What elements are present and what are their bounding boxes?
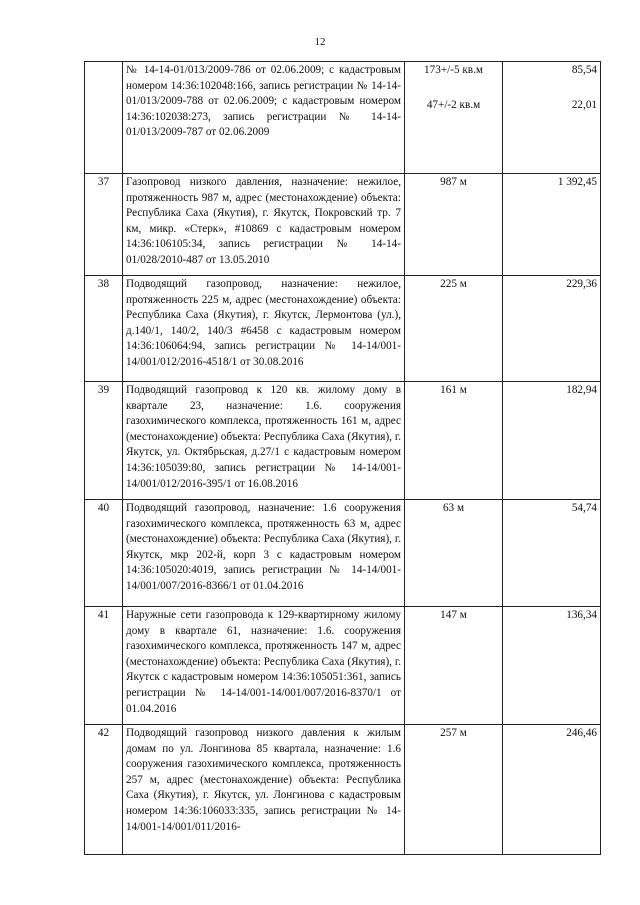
extent-value: 47+/-2 кв.м xyxy=(426,98,481,111)
object-value: 1 392,45 xyxy=(503,174,601,276)
object-extent: 225 м xyxy=(405,276,503,382)
object-extent xyxy=(405,62,503,174)
property-register-table xyxy=(84,61,601,855)
object-value: 229,36 xyxy=(503,276,601,382)
object-description: Подводящий газопровод, назначение: нежилое, протяженность 225 м, адрес (местонахождение) объекта: Республика Саха (Якутия), г. Якутск, Лермонтова (ул.), д.140/1, 140/2, 140/3 #6458 с кадастровым номером 14:36:106064:94, запись регистрации № 14-14/001-14/001/012/2016-4518/1 от 30.08.2016 xyxy=(123,276,405,382)
table-row xyxy=(85,382,601,500)
row-number: 38 xyxy=(85,276,123,382)
object-description: Подводящий газопровод низкого давления к жилым домам по ул. Лонгинова 85 квартала, назначение: 1.6 сооружения газохимического комплекса, протяженность 257 м, адрес (местонахождение) объекта: Республика Саха (Якутия), г. Якутск, ул. Лонгинова с кадастровым номером 14:36:106033:335, запись регистрации № 14-14/001-14/001/011/2016- xyxy=(123,725,405,855)
table-row xyxy=(85,725,601,855)
object-extent: 987 м xyxy=(405,174,503,276)
row-number xyxy=(85,62,123,174)
value-amount: 85,54 xyxy=(571,64,597,76)
table-row xyxy=(85,500,601,607)
table-row xyxy=(85,174,601,276)
object-extent: 63 м xyxy=(405,500,503,607)
table-row xyxy=(85,276,601,382)
object-description: Подводящий газопровод, назначение: 1.6 сооружения газохимического комплекса, протяженность 63 м, адрес (местонахождение) объекта: Республика Саха (Якутия), г. Якутск, мкр 202-й, корп 3 с кадастровым номером 14:36:105020:4019, запись регистрации № 14-14/001-14/001/007/2016-8366/1 от 01.04.2016 xyxy=(123,500,405,607)
row-number: 42 xyxy=(85,725,123,855)
table-row xyxy=(85,607,601,725)
object-value: 182,94 xyxy=(503,382,601,500)
row-number: 37 xyxy=(85,174,123,276)
object-extent: 257 м xyxy=(405,725,503,855)
object-extent: 147 м xyxy=(405,607,503,725)
object-description: Газопровод низкого давления, назначение: нежилое, протяженность 987 м, адрес (местонахождение) объекта: Республика Саха (Якутия), г. Якутск, Покровский тр. 7 км, микр. «Стерк», #10869 с кадастровым номером 14:36:106105:34, запись регистрации № 14-14-01/028/2010-487 от 13.05.2010 xyxy=(123,174,405,276)
object-extent: 161 м xyxy=(405,382,503,500)
object-value: 54,74 xyxy=(503,500,601,607)
object-description: Подводящий газопровод к 120 кв. жилому дому в квартале 23, назначение: 1.6. сооружения газохимического комплекса, протяженность 161 м, адрес (местонахождение) объекта: Республика Саха (Якутия), г. Якутск, ул. Октябрьская, д.27/1 с кадастровым номером 14:36:105039:80, запись регистрации № 14-14/001-14/001/012/2016-395/1 от 16.08.2016 xyxy=(123,382,405,500)
row-number: 41 xyxy=(85,607,123,725)
row-number: 39 xyxy=(85,382,123,500)
object-description: Наружные сети газопровода к 129-квартирному жилому дому в квартале 61, назначение: 1.6. сооружения газохимического комплекса, протяженность 147 м, адрес (местонахождение) объекта: Республика Саха (Якутия), г. Якутск с кадастровым номером 14:36:105051:361, запись регистрации № 14-14/001-14/001/007/2016-8370/1 от 01.04.2016 xyxy=(123,607,405,725)
object-description: № 14-14-01/013/2009-786 от 02.06.2009; с кадастровым номером 14:36:102048:166, запись регистрации № 14-14-01/013/2009-788 от 02.06.2009; с кадастровым номером 14:36:102038:273, запись регистрации № 14-14-01/013/2009-787 от 02.06.2009 xyxy=(123,62,405,174)
extent-value: 173+/-5 кв.м xyxy=(424,64,483,76)
table-row xyxy=(85,62,601,174)
object-value: 246,46 xyxy=(503,725,601,855)
object-value: 136,34 xyxy=(503,607,601,725)
object-value xyxy=(503,62,601,174)
value-amount: 22,01 xyxy=(571,98,597,111)
row-number: 40 xyxy=(85,500,123,607)
page-number: 12 xyxy=(314,36,326,48)
